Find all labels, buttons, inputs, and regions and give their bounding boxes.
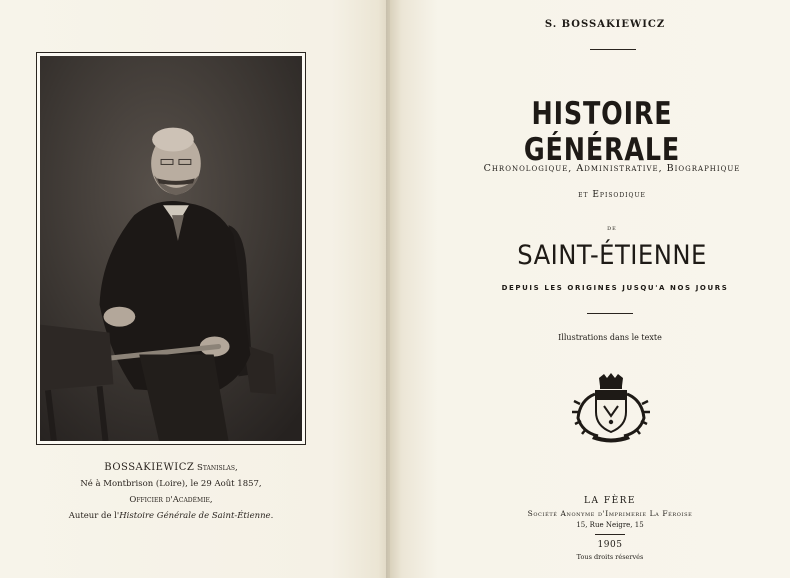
rights-notice: Tous droits réservés [576,553,644,561]
city-title: SAINT-ÉTIENNE [517,240,707,271]
rule-under-period [587,313,633,314]
book-title: HISTOIRE GÉNÉRALE [523,96,681,168]
coat-of-arms-emblem [566,372,656,444]
subtitle-line-1: Chronologique, Administrative, Biographique [483,163,741,174]
rule-above-year [595,534,625,535]
caption-author-prefix: Auteur de l' [68,511,120,521]
caption-line-author [36,508,306,524]
publication-year: 1905 [597,540,623,550]
illustrations-note: Illustrations dans le texte [558,333,662,342]
caption-given-name: Stanislas, [197,463,238,473]
subtitle-line-2: et Episodique [578,190,646,200]
rule-under-author [590,49,636,50]
portrait-caption [36,460,306,524]
caption-name: BOSSAKIEWICZ [104,462,195,473]
caption-line-birth: Né à Montbrison (Loire), le 29 Août 1857, [80,479,262,489]
subtitle-line-3: de [607,224,617,232]
portrait-frame [36,52,306,445]
author-portrait-photo [40,56,302,441]
publisher-city: LA FÈRE [584,496,636,506]
period-subtitle: DEPUIS LES ORIGINES JUSQU'A NOS JOURS [501,284,729,292]
publisher-name: Société Anonyme d'Imprimerie La Féroise [527,509,693,518]
caption-author-work: Histoire Générale de Saint-Étienne. [119,511,274,521]
left-page [0,0,390,578]
publisher-address: 15, Rue Neigre, 15 [576,521,644,529]
author-heading: S. BOSSAKIEWICZ [544,19,666,30]
caption-line-title: Officier d'Académie, [129,495,213,505]
